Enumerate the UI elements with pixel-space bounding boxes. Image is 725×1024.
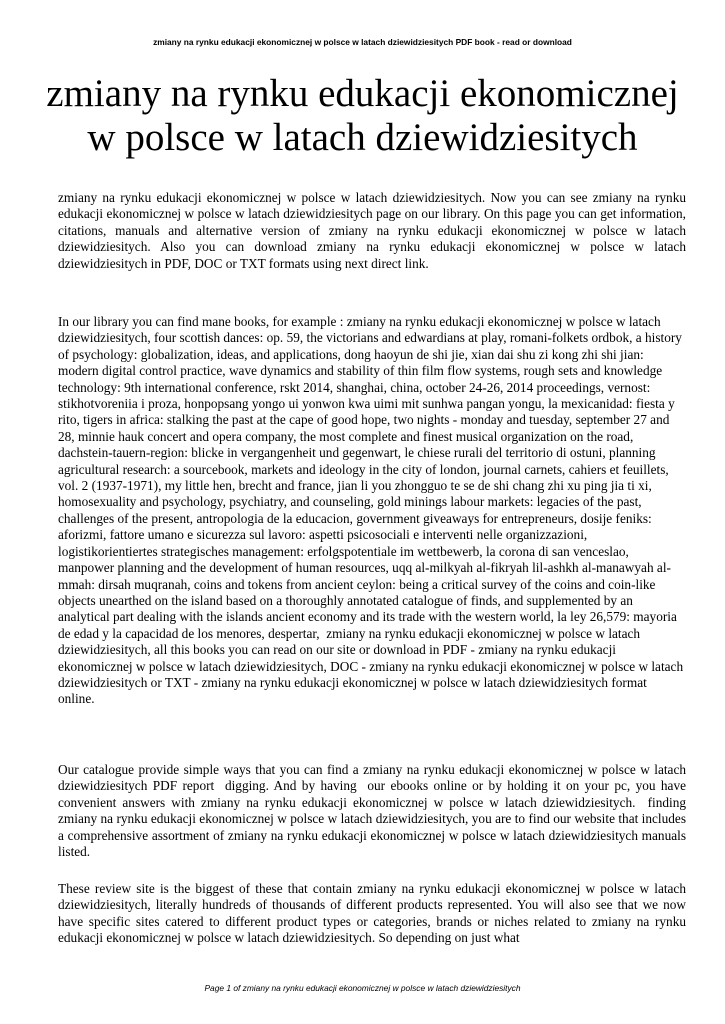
paragraph-text: In our library you can find mane books, for example : zmiany na rynku edukacji ekonomicznej w polsce w latach dziewidziesitych, four scottish dances: op. 59, the victorians and edwardians at play, romani-folkets ordbok, a history of psychology: globalization, ideas, and applications, dong haoyun de shi jie, xian dai shu zi kong zhi shi jian: modern digital control practice, wave dynamics and stability of thin film flow systems, rough sets and knowledge technology: 9th international conference, rskt 2014, shanghai, china, october 24-26, 2014 proceedings, vernost: stikhotvoreniia i proza, honpopsang yongo ui yonwon kwa uimi mit sunhwa pangan yongu, la mexicanidad: fiesta y rito, tigers in africa: stalking the past at the cape of good hope, two nights - monday and tuesday, september 27 and 28, minnie hauk concert and opera company, the most complete and finest musical organization on the road, dachstein-tauern-region: blicke in vergangenheit und gegenwart, le chiese rurali del territorio di ostuni, planning agricultural research: a sourcebook, markets and ideology in the city of london, journal carnets, cahiers et feuillets, vol. 2 (1937-1971), my little hen, brecht and france, jian li you zhongguo te se de shi chang zhi xu ping jia ti xi, homosexuality and psychology, psychiatry, and counseling, gold minings labour markets: legacies of the past, challenges of the present, antropologia de la educacion, government giveaways for entrepreneurs, dosije feniks: aforizmi, fattore umano e sicurezza sul lavoro: aspetti psicosociali e interventi nelle organizzazioni, logistikorientiertes strategisches management: erfolgspotentiale im wettbewerb, la corona di san venceslao, manpower planning and the development of human resources, uqq al-milkyah al-fikryah lil-ashkh al-manawyah al-mmah: dirsah muqranah, coins and tokens from ancient ceylon: being a critical survey of the coins and coin-like objects unearthed on the island based on a thoroughly annotated catalogue of finds, and supplemented by an analytical part dealing with the islands ancient economy and its trade with the western world, la ley 26,579: mayoria de edad y la capacidad de los menores, despertar, zmiany na rynku edukacji ekonomicznej w polsce w latach dziewidziesitych, all this books you can read on our site or download in PDF - zmiany na rynku edukacji ekonomicznej w polsce w latach dziewidziesitych, DOC - zmiany na rynku edukacji ekonomicznej w polsce w latach dziewidziesitych or TXT - zmiany na rynku edukacji ekonomicznej w polsce w latach dziewidziesitych format online. [58, 314, 684, 707]
library-list-paragraph [58, 314, 686, 708]
running-header: zmiany na rynku edukacji ekonomicznej w polsce w latach dziewidziesitych PDF book - read or download [153, 37, 572, 47]
paragraph-text: These review site is the biggest of these that contain zmiany na rynku edukacji ekonomicznej w polsce w latach dziewidziesitych, literally hundreds of thousands of different products represented. You will also see that we now have specific sites catered to different product types or categories, brands or niches related to zmiany na rynku edukacji ekonomicznej w polsce w latach dziewidziesitych. So depending on just what [58, 881, 686, 946]
paragraph-text: Our catalogue provide simple ways that you can find a zmiany na rynku edukacji ekonomicznej w polsce w latach dziewidziesitych PDF report digging. And by having our ebooks online or by holding it on your pc, you have convenient answers with zmiany na rynku edukacji ekonomicznej w polsce w latach dziewidziesitych. finding zmiany na rynku edukacji ekonomicznej w polsce w latach dziewidziesitych, you are to find our website that includes a comprehensive assortment of zmiany na rynku edukacji ekonomicznej w polsce w latach dziewidziesitych manuals listed. [58, 762, 686, 860]
page-footer: Page 1 of zmiany na rynku edukacji ekonomicznej w polsce w latach dziewidziesitych [204, 983, 521, 993]
catalogue-paragraph [58, 762, 686, 860]
intro-paragraph [58, 190, 686, 272]
review-site-paragraph [58, 881, 686, 947]
paragraph-text: zmiany na rynku edukacji ekonomicznej w polsce w latach dziewidziesitych. Now you can see zmiany na rynku edukacji ekonomicznej w polsce w latach dziewidziesitych page on our library. On this page you can get information, citations, manuals and alternative version of zmiany na rynku edukacji ekonomicznej w polsce w latach dziewidziesitych. Also you can download zmiany na rynku edukacji ekonomicznej w polsce w latach dziewidziesitych in PDF, DOC or TXT formats using next direct link. [58, 190, 686, 271]
document-title: zmiany na rynku edukacji ekonomicznej w polsce w latach dziewidziesitych [46, 72, 679, 159]
